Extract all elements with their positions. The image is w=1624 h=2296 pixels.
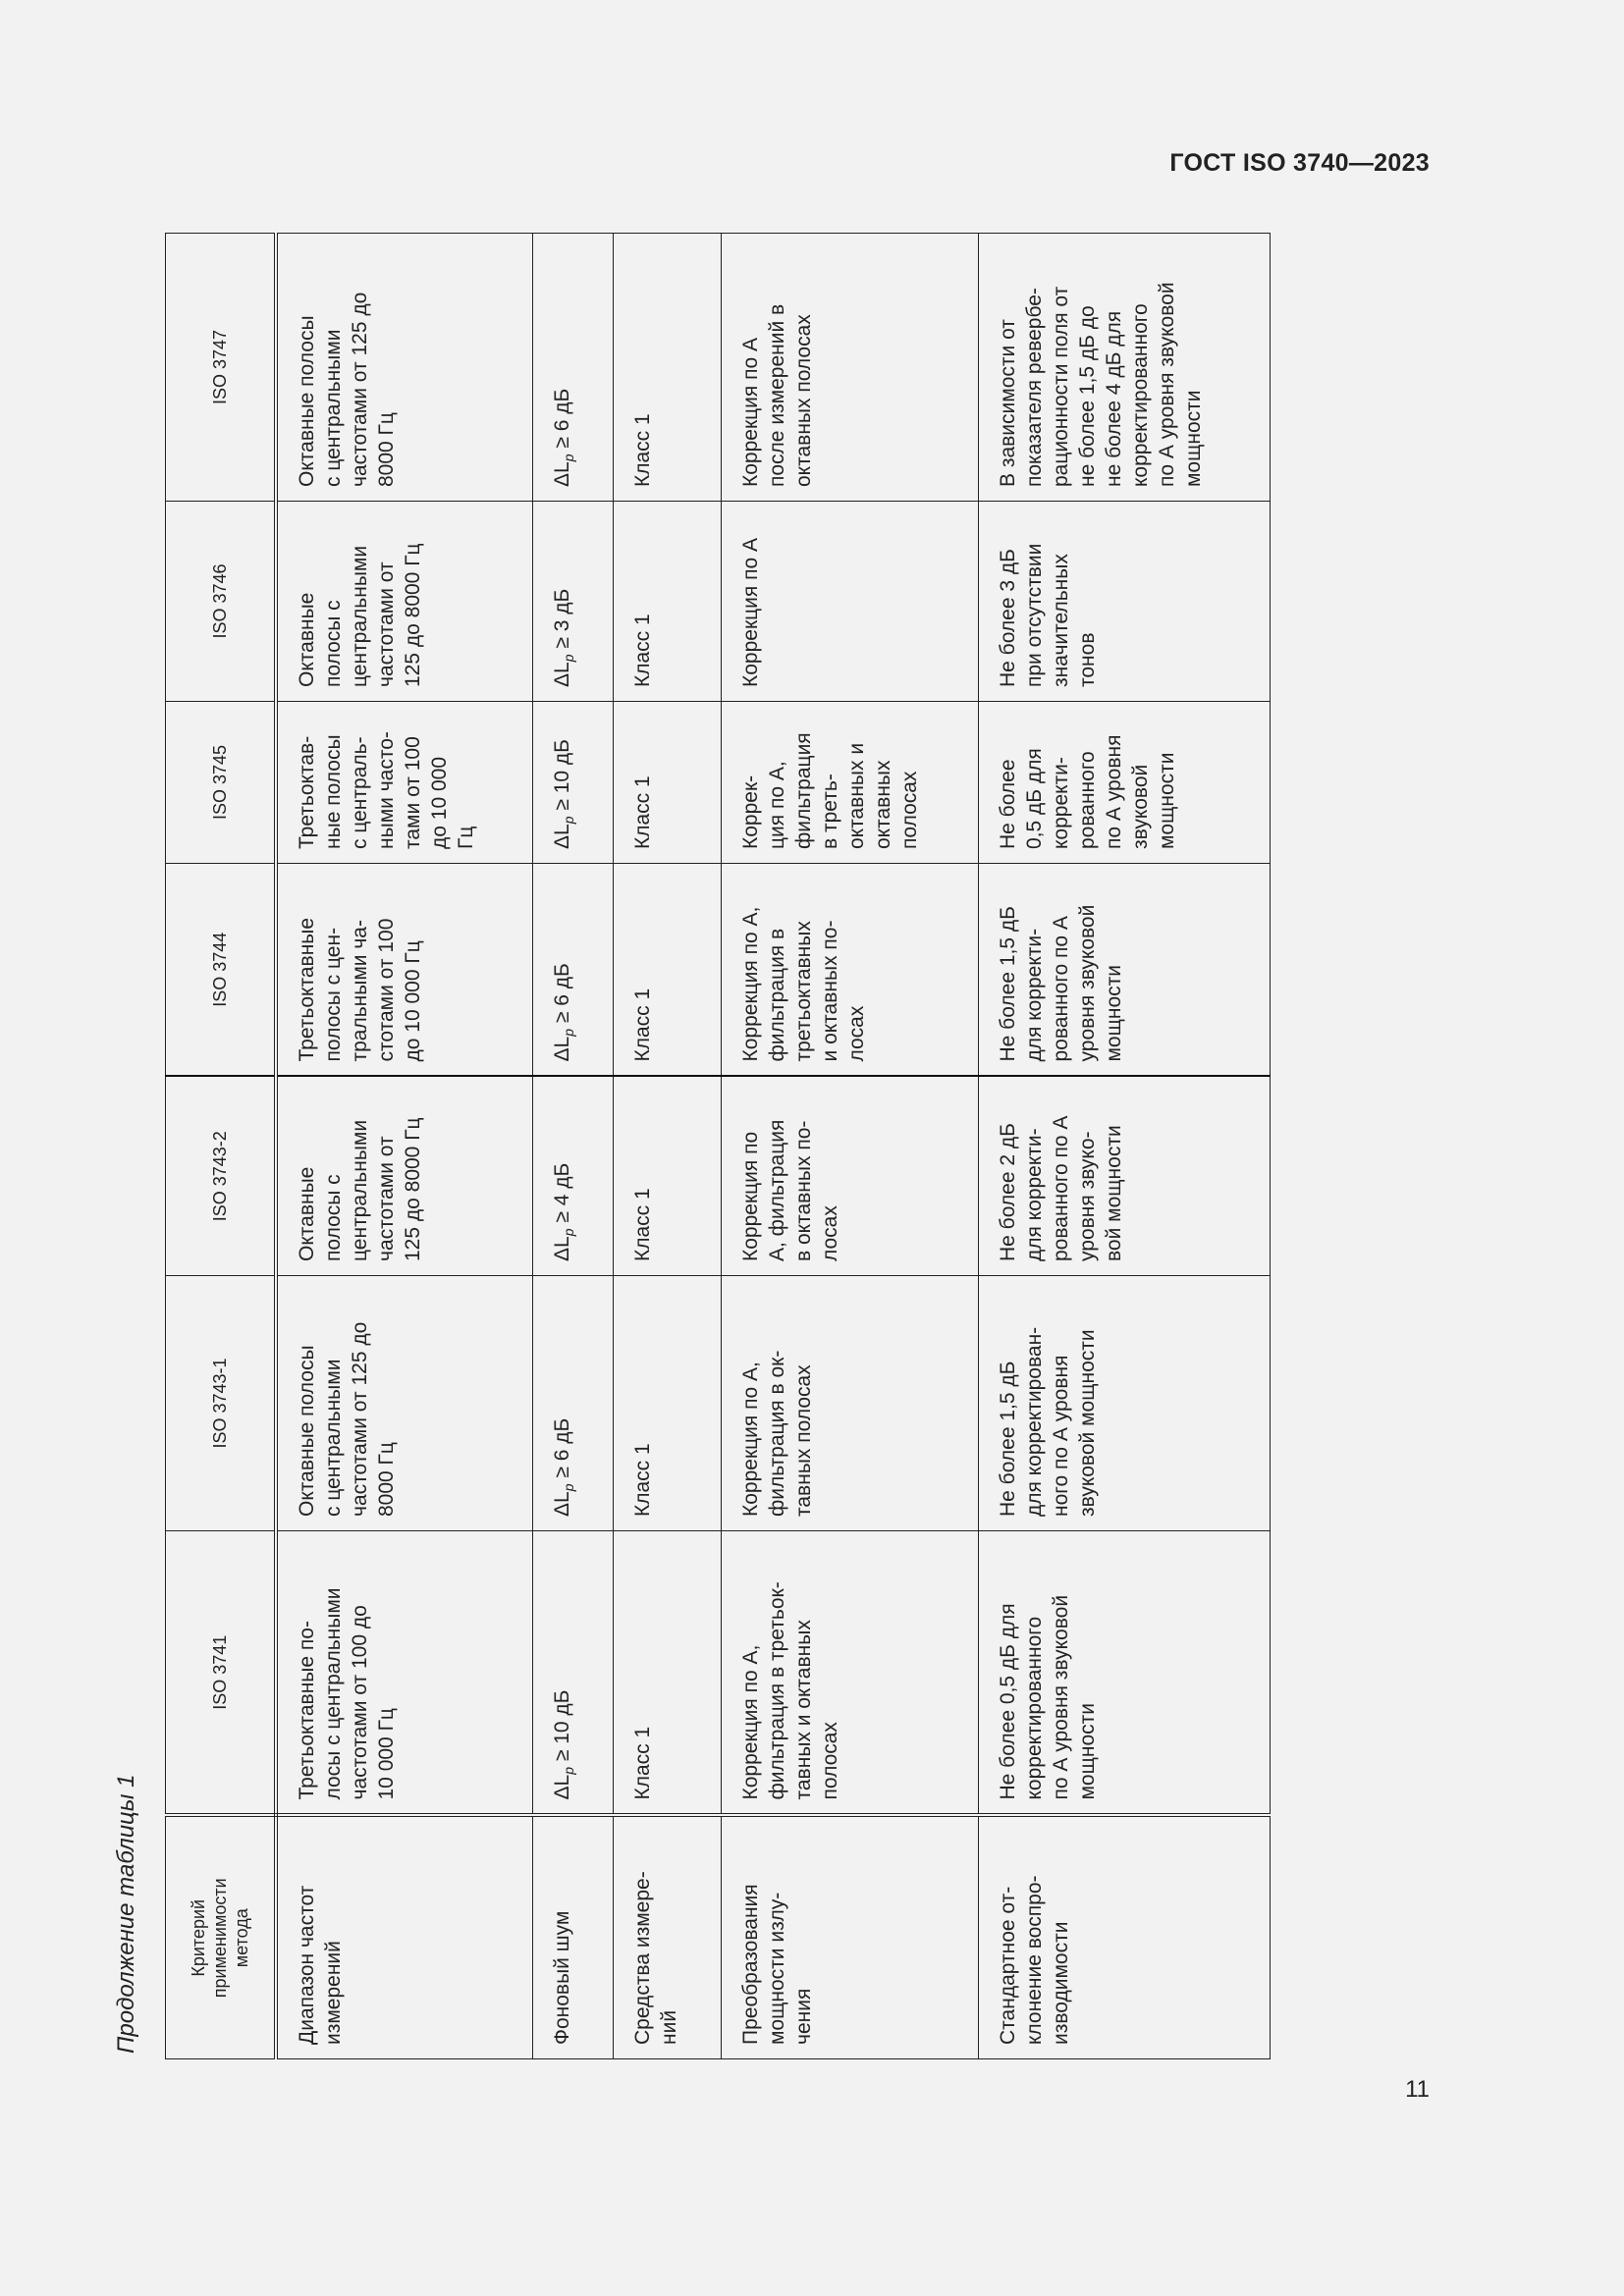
table-cell: Класс 1 [614, 502, 722, 702]
header-col: ISO 3743-2 [166, 1077, 276, 1276]
table-cell: Коррекция по А, фильтрация в октавных по- лосах [722, 1077, 979, 1276]
table-cell: Класс 1 [614, 1276, 722, 1531]
table-cell: $\Delta L_p \ge 6$ дБ [533, 234, 614, 502]
row-criterion: Стандартное от- клонение воспро- изводимости [979, 1816, 1271, 2059]
table-cell: $\Delta L_p \ge 6$ дБ [533, 864, 614, 1077]
header-col: ISO 3745 [166, 702, 276, 864]
header-criterion: Критерий применимости метода [166, 1816, 276, 2059]
table-cell: Коррекция по А, фильтрация в третьоктавных и октавных по- лосах [722, 864, 979, 1077]
table-cell: Третьоктавные по- лосы с центральными частотами от 100 до 10 000 Гц [276, 1531, 533, 1816]
table-cell: $\Delta L_p \ge 6$ дБ [533, 1276, 614, 1531]
table-cell: Не более 3 дБ при отсутствии значительных тонов [979, 502, 1271, 702]
table-cell: $\Delta L_p \ge 4$ дБ [533, 1077, 614, 1276]
table-row [614, 234, 722, 2059]
table-row [979, 234, 1271, 2059]
rotated-table-container [165, 234, 1270, 2059]
table-cell: $\Delta L_p \ge 10$ дБ [533, 1531, 614, 1816]
header-col: ISO 3747 [166, 234, 276, 502]
table-cell: Класс 1 [614, 234, 722, 502]
table-row [722, 234, 979, 2059]
row-criterion: Средства измере- ний [614, 1816, 722, 2059]
table-cell: $\Delta L_p \ge 3$ дБ [533, 502, 614, 702]
page-number: 11 [1405, 2076, 1430, 2103]
header-col: ISO 3746 [166, 502, 276, 702]
table-cell: Коррекция по А после измерений в октавных полосах [722, 234, 979, 502]
table-cell: Октавные полосы с центральными частотами от 125 до 8000 Гц [276, 502, 533, 702]
header-col: ISO 3741 [166, 1531, 276, 1816]
document-id: ГОСТ ISO 3740—2023 [1169, 149, 1430, 177]
table-cell: Октавные полосы с центральными частотами от 125 до 8000 Гц [276, 234, 533, 502]
table-cell: Третьоктавные полосы с цен- тральными ча- стотами от 100 до 10 000 Гц [276, 864, 533, 1077]
table-cell: Коррек- ция по А, фильтрация в треть- октавных и октавных полосах [722, 702, 979, 864]
table-cell: Коррекция по А [722, 502, 979, 702]
table-caption: Продолжение таблицы 1 [113, 1774, 139, 2054]
header-col: ISO 3744 [166, 864, 276, 1077]
table-cell: Октавные полосы с центральными частотами от 125 до 8000 Гц [276, 1077, 533, 1276]
table-cell: Не более 1,5 дБ для корректи- рованного по А уровня звуковой мощности [979, 864, 1271, 1077]
header-col: ISO 3743-1 [166, 1276, 276, 1531]
table-cell: Класс 1 [614, 864, 722, 1077]
row-criterion: Фоновый шум [533, 1816, 614, 2059]
table-cell: Коррекция по А, фильтрация в ок- тавных полосах [722, 1276, 979, 1531]
table-cell: Класс 1 [614, 702, 722, 864]
table-cell: Не более 0,5 дБ для корректированного по А уровня звуковой мощности [979, 1531, 1271, 1816]
table-cell: Коррекция по А, фильтрация в третьок- тавных и октавных полосах [722, 1531, 979, 1816]
table-cell: Класс 1 [614, 1077, 722, 1276]
table-row [276, 234, 533, 2059]
table-header-row [166, 234, 276, 2059]
table-cell: Не более 0,5 дБ для корректи- рованного по А уровня звуковой мощности [979, 702, 1271, 864]
row-criterion: Преобразования мощности излу- чения [722, 1816, 979, 2059]
table-cell: Класс 1 [614, 1531, 722, 1816]
table-cell: В зависимости от показателя ревербе- рационности поля от не более 1,5 дБ до не более 4 дБ для корректированного по А уровня звуковой мощности [979, 234, 1271, 502]
row-criterion: Диапазон частот измерений [276, 1816, 533, 2059]
table-cell: $\Delta L_p \ge 10$ дБ [533, 702, 614, 864]
table-cell: Октавные полосы с центральными частотами от 125 до 8000 Гц [276, 1276, 533, 1531]
table-row [533, 234, 614, 2059]
table-cell: Третьоктав- ные полосы с централь- ными часто- тами от 100 до 10 000 Гц [276, 702, 533, 864]
method-criteria-table [165, 233, 1271, 2059]
table-cell: Не более 2 дБ для корректи- рованного по А уровня звуко- вой мощности [979, 1077, 1271, 1276]
table-cell: Не более 1,5 дБ для корректирован- ного по А уровня звуковой мощности [979, 1276, 1271, 1531]
